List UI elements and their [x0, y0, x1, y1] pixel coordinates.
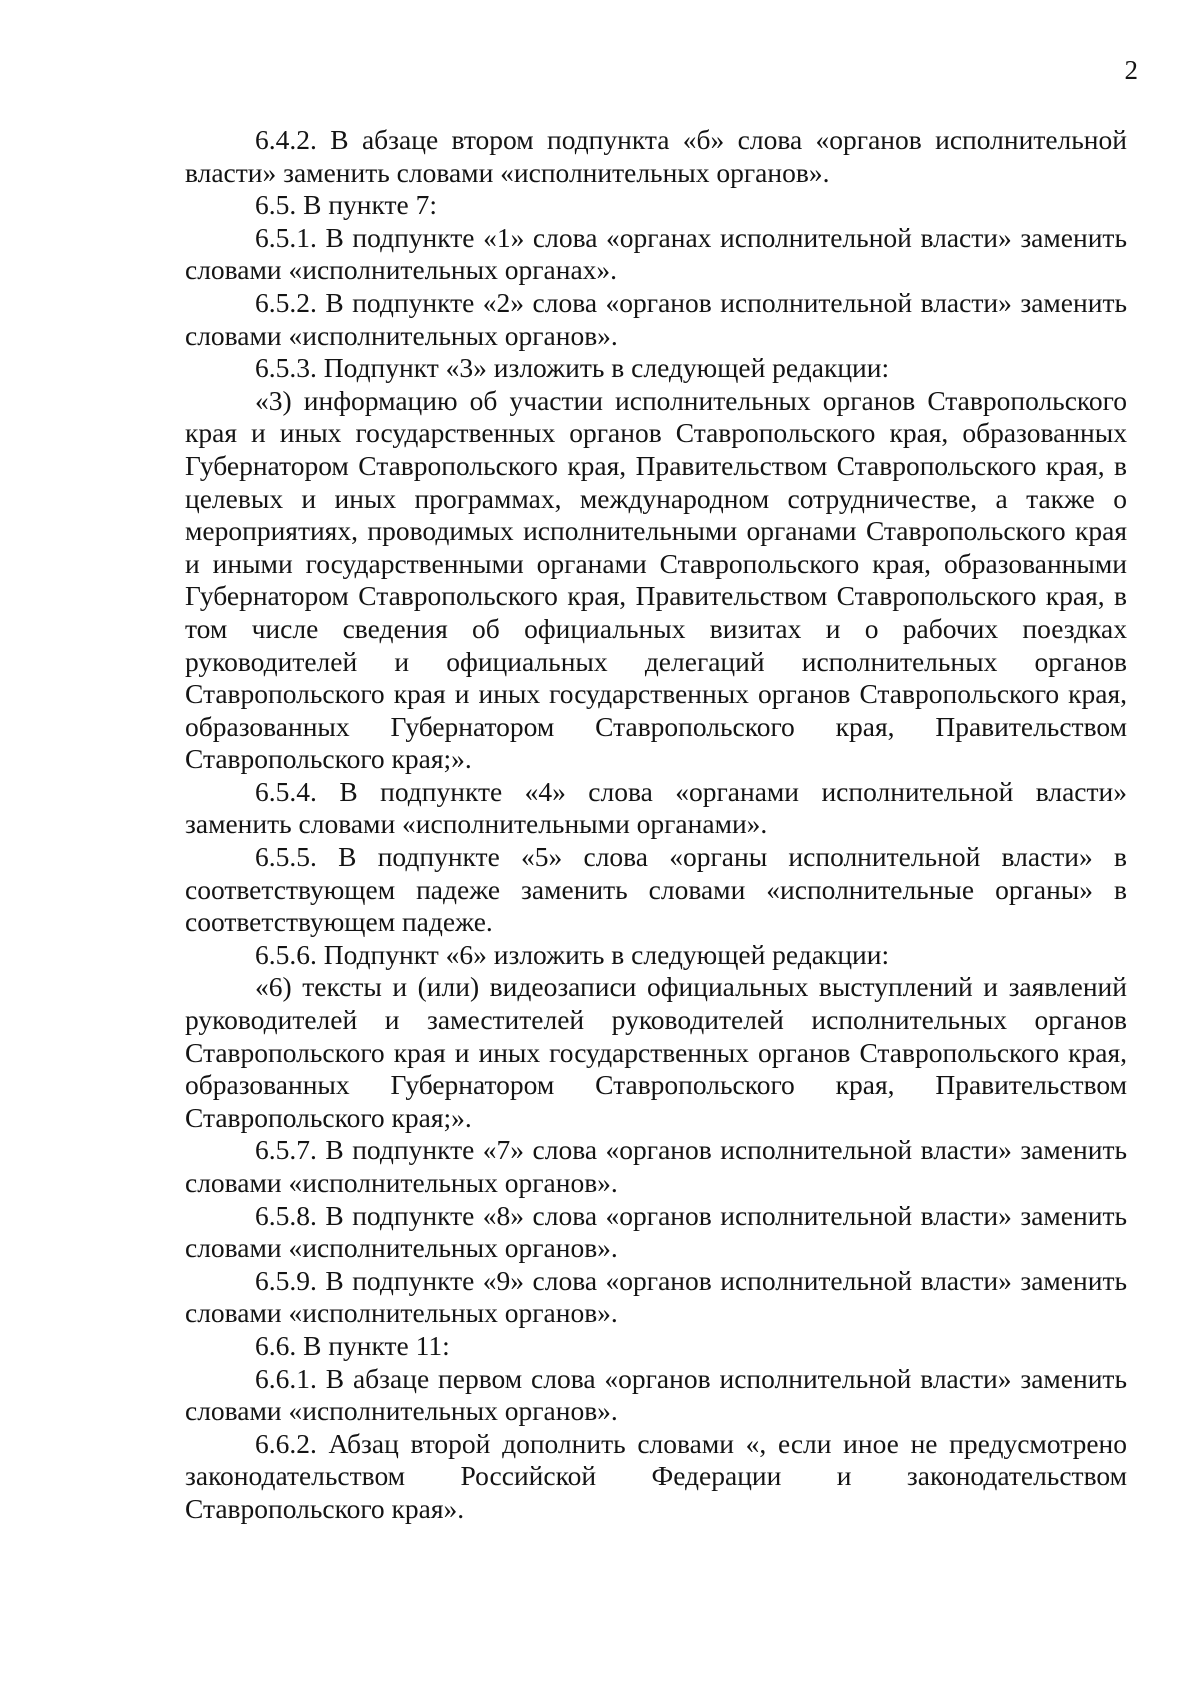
paragraph-6-6-1: 6.6.1. В абзаце первом слова «органов исполнительной власти» заменить словами «исполнительных органов».	[185, 1362, 1127, 1427]
paragraph-6-5-8: 6.5.8. В подпункте «8» слова «органов исполнительной власти» заменить словами «исполнительных органов».	[185, 1199, 1127, 1264]
paragraph-6-5-5: 6.5.5. В подпункте «5» слова «органы исполнительной власти» в соответствующем падеже заменить словами «исполнительные органы» в соответствующем падеже.	[185, 841, 1127, 938]
paragraph-6-5-6: 6.5.6. Подпункт «6» изложить в следующей редакции:	[255, 938, 890, 970]
paragraph-6-6: 6.6. В пункте 11:	[255, 1329, 450, 1361]
page-number: 2	[1124, 55, 1138, 85]
paragraph-6-5-7: 6.5.7. В подпункте «7» слова «органов исполнительной власти» заменить словами «исполнительных органов».	[185, 1134, 1127, 1198]
paragraph-6-5-1: 6.5.1. В подпункте «1» слова «органах исполнительной власти» заменить словами «исполнительных органах».	[185, 221, 1127, 286]
paragraph-subpoint-6-text: «6) тексты и (или) видеозаписи официальных выступлений и заявлений руководителей и заместителей руководителей исполнительных органов Ставропольского края и иных государственных органов Ставропольского края, образованных Губернатором Ставропольского края, Правительством Ставропольского края;».	[185, 971, 1127, 1133]
paragraph-6-5-3: 6.5.3. Подпункт «3» изложить в следующей редакции:	[255, 352, 890, 384]
paragraph-6-5-2: 6.5.2. В подпункте «2» слова «органов исполнительной власти» заменить словами «исполнительных органов».	[185, 286, 1127, 351]
document-body	[185, 124, 1127, 1526]
paragraph-6-4-2: 6.4.2. В абзаце втором подпункта «б» слова «органов исполнительной власти» заменить словами «исполнительных органов».	[185, 124, 1127, 188]
paragraph-6-5-4: 6.5.4. В подпункте «4» слова «органами исполнительной власти» заменить словами «исполнительными органами».	[185, 775, 1127, 840]
paragraph-6-6-2: 6.6.2. Абзац второй дополнить словами «, если иное не предусмотрено законодательством Российской Федерации и законодательством Ставропольского края».	[185, 1427, 1127, 1524]
paragraph-subpoint-3-text: «3) информацию об участии исполнительных органов Ставропольского края и иных государственных органов Ставропольского края, образованных Губернатором Ставропольского края, Правительством Ставропольского края, в целевых и иных программах, международном сотрудничестве, а также о мероприятиях, проводимых исполнительными органами Ставропольского края и иными государственными органами Ставропольского края, образованными Губернатором Ставропольского края, Правительством Ставропольского края, в том числе сведения об официальных визитах и о рабочих поездках руководителей и официальных делегаций исполнительных органов Ставропольского края и иных государственных органов Ставропольского края, образованных Губернатором Ставропольского края, Правительством Ставропольского края;».	[185, 384, 1127, 775]
paragraph-6-5-9: 6.5.9. В подпункте «9» слова «органов исполнительной власти» заменить словами «исполнительных органов».	[185, 1264, 1127, 1329]
paragraph-6-5: 6.5. В пункте 7:	[255, 189, 438, 221]
